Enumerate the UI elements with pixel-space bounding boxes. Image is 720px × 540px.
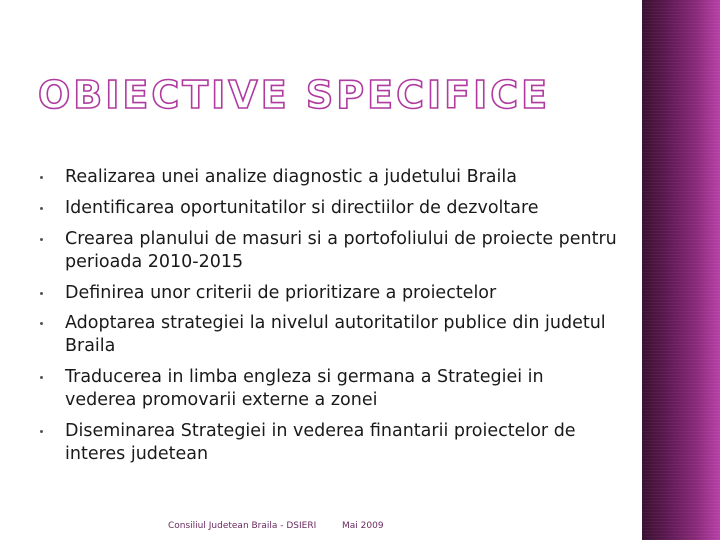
bullet-text: Definirea unor criterii de prioritizare a proiectelor	[65, 283, 497, 303]
decorative-side-panel	[642, 0, 720, 540]
bullet-dot-icon	[40, 430, 43, 433]
bullet-dot-icon	[40, 376, 43, 379]
bullet-text: Realizarea unei analize diagnostic a judetului Braila	[65, 167, 517, 187]
bullet-text: Adoptarea strategiei la nivelul autoritatilor publice din judetul Braila	[65, 313, 606, 356]
bullet-text: Traducerea in limba engleza si germana a Strategiei in vederea promovarii externe a zonei	[65, 367, 544, 410]
bullet-dot-icon	[40, 238, 43, 241]
bullet-item	[40, 420, 620, 466]
bullet-text: Identificarea oportunitatilor si directiilor de dezvoltare	[65, 198, 539, 218]
bullet-item	[40, 366, 620, 412]
bullet-item	[40, 197, 539, 220]
bullet-item	[40, 312, 620, 358]
bullet-dot-icon	[40, 292, 43, 295]
slide-title: OBIECTIVE SPECIFICE	[38, 73, 551, 117]
bullet-text: Crearea planului de masuri si a portofoliului de proiecte pentru perioada 2010-2015	[65, 229, 617, 272]
bullet-dot-icon	[40, 207, 43, 210]
bullet-dot-icon	[40, 176, 43, 179]
bullet-text: Diseminarea Strategiei in vederea finantarii proiectelor de interes judetean	[65, 421, 576, 464]
footer-organization: Consiliul Judetean Braila - DSIERI	[168, 521, 317, 531]
footer-date: Mai 2009	[342, 521, 384, 531]
bullet-dot-icon	[40, 322, 43, 325]
bullet-item	[40, 166, 517, 189]
bullet-item	[40, 228, 620, 274]
bullet-item	[40, 282, 496, 305]
